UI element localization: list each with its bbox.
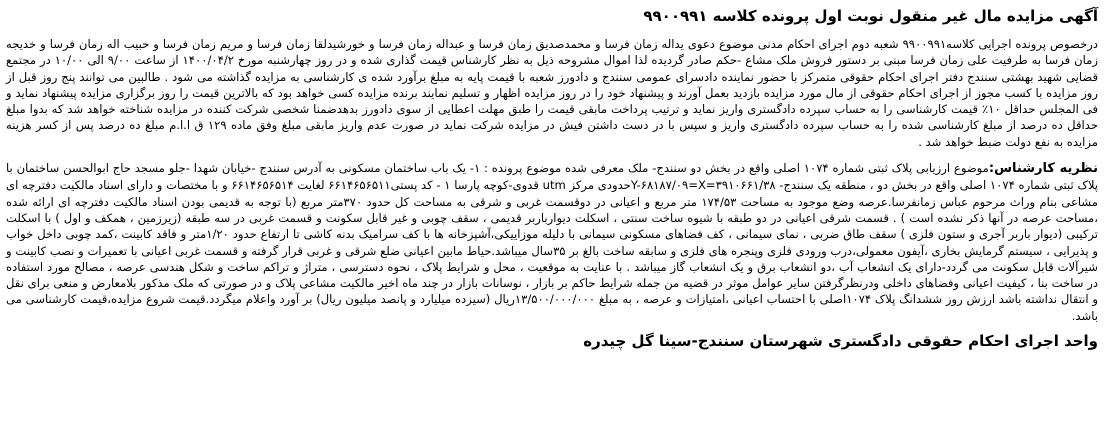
- expert-opinion-text: موضوع ارزیابی پلاک ثبتی شماره ۱۰۷۴ اصلی واقع در بخش دو سنندج- ملک معرفی شده موضوع پرونده : ۱- یک باب ساختمان مسکونی به آدرس سنندج -خیابان شهدا -جلو مسجد حاج ابوالحسن ساختمان با پلاک ثبتی شماره ۱۰۷۴ اصلی واقع در بخش دو ، منطقه یک سنندج- ۳۹۱۰۶۶۱/۳۸=Y-۶۸۱۸۷/۰۹=Xحدودی مرکز utm قدوی-کوچه پارسا ۱ - کد پستی۶۶۱۴۶۵۶۵۱۱ لغایت ۶۶۱۴۶۵۶۵۱۴ و با مختصات و دارای اسناد مالکیت دفترچه ای مشاعی بنام وراث مرحوم عباس زمانفرسا.عرصه وضع موجود به مساحت ۱۷۴/۵۳ متر مربع و اعیانی در دوقسمت غربی و شرقی به مساحت کل حدود ۳۷۰متر مربع (با توجه به قدیمی بودن اسناد مالکیت دفترچه ای ارائه شده ،مساحت عرصه در آنها ذکر نشده است ) . قسمت شرقی اعیانی در دو طبقه با شیوه ساخت سنتی ، اسکلت دیوارباربر قدیمی ، سقف چوبی و غیر قابل سکونت و قسمت غربی در سه طبقه (زیرزمین ، همکف و اول ) با اسکلت ترکیبی (دیوار باربر آجری و ستون فلزی ) سقف طاق ضربی ، نمای سیمانی ، کف فضاهای مسکونی سیمانی با دلیله موزاییکی،آشپزخانه ها با کف سرامیک بدنه کاشی تا ارتفاع حدود ۱/۲۰متر و فاقد کابینت ،کمد چوبی داخل خواب و پذیرایی ، سیستم گرمایش بخاری ،آیفون معمولی،درب ورودی فلزی وپنجره های فلزی و سابقه ساخت بالغ بر ۳۵سال میباشد.حیاط مابین اعیانی ضلع شرقی و غربی قرار گرفته و قسمت غربی اعیانی با تعمیرات و نصب کابینت و شیرآلات قابل سکونت می گردد-دارای یک انشعاب آب ،دو انشعاب برق و یک انشعاب گاز میباشد . با عنایت به موقعیت ، محل و شرایط پلاک ، نحوه دسترسی ، متراژ و تراکم ساخت و شکل هندسی عرصه ، مصالح مورد استفاده در ساخت بنا ، کیفیت اعیانی وفضاهای داخلی ودرنظرگرفتن سایر عوامل موثر در قضیه من جمله شرایط حاکم بر بازار ، نوسانات بازار در چند ماه اخیر مالکیت مشاعی پلاک و در صورتی که ملک مذکور بلامعارض و منعی برای نقل و انتقال نداشته باشد ارزش روز ششدانگ پلاک ۱۰۷۴اصلی با احتساب اعیانی ،امتیازات و عرصه ، به مبلغ ۱۳/۵۰۰/۰۰۰/۰۰۰ریال (سیزده میلیارد و پانصد میلیون ریال) بر آورد واعلام میگردد.قیمت شروع مزایده،قیمت کارشناسی می باشد.: [6, 161, 1099, 323]
- notice-title: آگهی مزایده مال غیر منقول نوبت اول پرونده کلاسه ۹۹۰۰۹۹۱: [643, 7, 1098, 25]
- notice-footer: واحد اجرای احکام حقوقی دادگستری شهرستان سنندج-سینا گل چیدره: [583, 332, 1098, 351]
- notice-intro-paragraph: درخصوص پرونده اجرایی کلاسه۹۹۰۰۹۹۱ شعبه دوم اجرای احکام مدنی موضوع دعوی یداله زمان فرسا و محمدصدیق زمان فرسا و عبداله زمان فرسا و خورشیدلقا زمان فرسا و مریم زمان فرسا و حبیب اله زمان فرسا و خدیجه زمان فرسا به طرفیت علی زمان فرسا مبنی بر دستور فروش ملک مشاع -حکم صادر گردیده لذا اموال مشروحه ذیل به نظر کارشناس قیمت گذاری شده و در روز چهارشنبه مورخ ۱۴۰۰/۰۴/۲ از ساعت ۹/۰۰ الی ۱۰/۰۰ در مجتمع قضایی شهید بهشتی سنندج دفتر اجرای احکام حقوقی متمرکز با حضور نماینده دادسرای عمومی سنندج و دادورز شعبه با قیمت پایه به مبلغ برآورد شده ی کارشناسی به مزایده گذاشته می شود . طالبین می توانند پنج روز قبل از روز مزایده با کسب مجوز از اجرای احکام حقوقی از مال مورد مزایده بازدید بعمل آورند و پیشنهاد خود را در روز مزایده اظهار و تسلیم نمایند برنده مزایده کسی خواهد بود که بالاترین قیمت را روز برگزاری مزایده پیشنهاد نماید و فی المجلس حداقل ۱۰٪ قیمت کارشناسی را به حساب سپرده دادگستری واریز نماید و ترتیب پرداخت مابقی قیمت را طبق مهلت اعطایی از سوی دادورز بدهدضمنا شخصی شرکت کننده در مزایده شناخته خواهد شد که بدوا مبلغ حداقل ده درصد از مبلغ کارشناسی شده را به حساب سپرده دادگستری واریز و سپس با در دست داشتن فیش در مزایده شرکت نماید در صورت عدم واریز مابقی مبلغ وفق ماده ۱۲۹ ق ا.ا.م مبلغ ده درصد پس از کسر هزینه مزایده به نفع دولت ضبط خواهد شد .: [6, 37, 1098, 149]
- expert-opinion-paragraph: [6, 160, 1098, 324]
- expert-opinion-label: نظریه کارشناس:: [988, 161, 1098, 177]
